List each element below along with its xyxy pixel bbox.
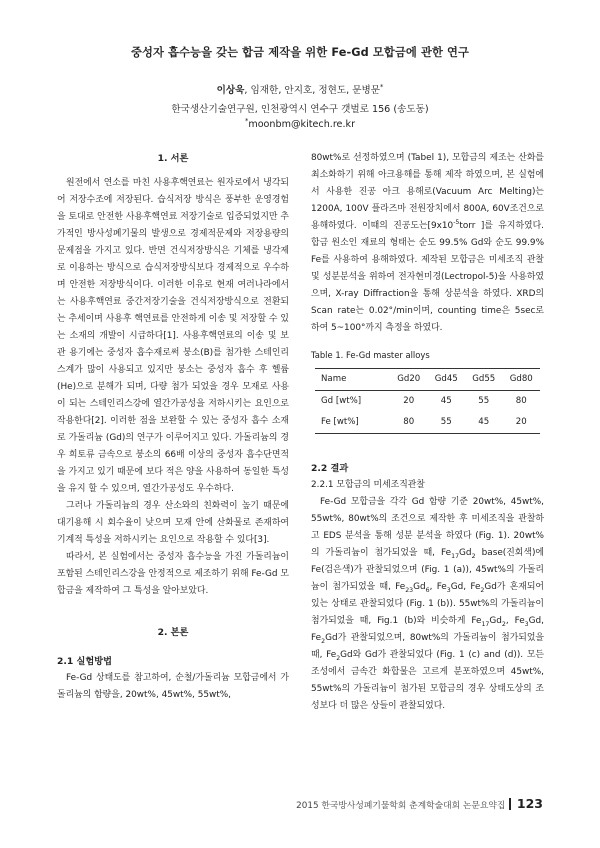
table-header-cell: Gd20 — [397, 374, 421, 384]
table-cell: 45 — [440, 396, 452, 406]
intro-paragraph-3: 따라서, 본 실험에서는 중성자 흡수능을 가진 가돌리늄이 포함된 스테인리스강을 안정적으로 제조하기 위해 Fe-Gd 모합금을 제작하여 그 특성을 알아보았다. — [57, 552, 289, 596]
table-caption: Table 1. Fe-Gd master alloys — [311, 350, 430, 360]
table-header-cell: Name — [321, 374, 347, 384]
table-header-cell: Gd80 — [509, 374, 533, 384]
paper-title: 중성자 흡수능을 갖는 합금 제작을 위한 Fe-Gd 모합금에 관한 연구 — [130, 46, 470, 59]
right-column — [311, 150, 544, 715]
intro-paragraph-1: 원전에서 연소를 마친 사용후핵연료는 원자로에서 냉각되어 저장수조에 저장된다. 습식저장 방식은 풍부한 운영경험을 토대로 안전한 사용후핵연료 저장기술로 입증되었지만 추가적인 방사성폐기물의 발생으로 경제적문제와 저장용량의 문제점을 가지고 있다. 반면 건식저장방식은 기체를 냉각제로 이용하는 방식으로 습식저장방식보다 경제적으로 우수하며 안전한 저장방식이다. 이러한 이유로 현재 여러나라에서는 사용후핵연료 중간저장기술을 건식저장방식으로 전환되는 추세이며 사용후 핵연료를 안전하게 이송 및 저장할 수 있는 소재의 개발이 시급하다[1]. 사용후핵연료의 이송 및 보관 용기에는 중성자 흡수재로써 붕소(B)를 첨가한 스테인리스계가 많이 사용되고 있지만 붕소는 중성자 흡수 후 헬륨 (He)으로 분해가 되며, 다량 첨가 되었을 경우 모재로 사용이 되는 스테인리스강에 열간가공성을 저하시키는 요인으로 작용한다[2]. 이러한 점을 보완할 수 있는 중성자 흡수 소재로 가돌리늄 (Gd)의 연구가 이루어지고 있다. 가돌리늄의 경우 희토류 금속으로 붕소의 66배 이상의 중성자 흡수단면적을 가지고 있기 때문에 보다 적은 양을 사용하여 동일한 특성을 유지 할 수 있으며, 열간가공성도 우수하다. — [57, 178, 289, 494]
method-heading: 2.1 실험방법 — [57, 656, 112, 667]
corresponding-mark: * — [380, 82, 384, 91]
results-subheading: 2.2.1 모합금의 미세조직관찰 — [311, 480, 425, 490]
table-cell: 20 — [403, 396, 415, 406]
table-header-row — [315, 369, 540, 391]
table-cell: Fe [wt%] — [321, 417, 359, 427]
table-header-cell: Gd55 — [472, 374, 496, 384]
table-cell: 80 — [403, 417, 415, 427]
contact-email — [0, 116, 600, 130]
table-row — [315, 391, 540, 413]
table-header-cell: Gd45 — [434, 374, 458, 384]
footer-text: 2015 한국방사성폐기물학회 춘계학술대회 논문요약집 — [296, 801, 506, 811]
email-mark: * — [244, 116, 249, 125]
intro-paragraph-2: 그러나 가돌리늄의 경우 산소와의 친화력이 높기 때문에 대기용해 시 회수율이 낮으며 모재 안에 산화물로 존재하여 기계적 특성을 저하시키는 요인으로 작용할 수 있다[3]. — [57, 501, 289, 545]
email-text: moonbm@kitech.re.kr — [248, 119, 356, 130]
left-column — [57, 148, 289, 704]
table-cell: Gd [wt%] — [321, 396, 362, 406]
table-cell: 20 — [515, 417, 527, 427]
results-heading: 2.2 결과 — [311, 463, 349, 474]
page-number: 123 — [516, 796, 543, 811]
lead-author: 이상욱 — [216, 85, 245, 96]
footer-divider — [509, 798, 511, 810]
affiliation: 한국생산기술연구원, 인천광역시 연수구 갯벌로 156 (송도동) — [171, 104, 429, 115]
intro-heading: 1. 서론 — [157, 153, 189, 164]
table-cell: 55 — [440, 417, 452, 427]
body-heading: 2. 본론 — [157, 627, 189, 638]
table-cell: 45 — [478, 417, 490, 427]
co-authors: , 임재한, 안지호, 정현도, 문병문 — [244, 85, 381, 96]
alloy-table — [315, 368, 540, 434]
table-cell: 55 — [478, 396, 490, 406]
table-row — [315, 412, 540, 434]
results-paragraph: Fe-Gd 모합금을 각각 Gd 함량 기준 20wt%, 45wt%, 55wt%, 80wt%의 조건으로 제작한 후 미세조직을 관찰하고 EDS 분석을 통해 성분 분석을 하였다 (Fig. 1). 20wt%의 가돌리늄이 첨가되었을 때, $Fe_{17}Gd_2$ base(진회색)에 Fe(검은색)가 관찰되었으며 (Fig. 1 (a)), 45wt%의 가돌리늄이 첨가되었을 때, $Fe_{23}Gd_6$, $Fe_3Gd$, $Fe_2Gd$가 혼재되어있는 상태로 관찰되었다 (Fig. 1 (b)). 55wt%의 가돌리늄이 첨가되었을 때, Fig.1 (b)와 비슷하게 $Fe_{17}Gd_2$, $Fe_3Gd$, $Fe_2Gd$가 관찰되었으며, 80wt%의 가돌리늄이 첨가되었을 때, $Fe_2Gd$와 Gd가 관찰되었다 (Fig. 1 (c) and (d)). 모든 조성에서 금속간 화합물은 고르게 분포하였으며 45wt%, 55wt%의 가돌리늄이 첨가된 모합금의 경우 상태도상의 조성보다 더 많은 상들이 관찰되었다. — [311, 497, 544, 711]
method-paragraph-cont: 80wt%로 선정하였으며 (Tabel 1), 모합금의 제조는 산화를 최소화하기 위해 아크용해를 통해 제작 하였으며, 본 실험에서 사용한 진공 아크 용해로(Vacuum Arc Melting)는 1200A, 100V 플라즈마 전원장치에서 800A, 60V조건으로 용해하였다. 이때의 진공도는[$9x10^{-5}torr$ ]를 유지하였다. 합금 원소인 재료의 형태는 순도 99.5% Gd와 순도 99.9% Fe를 사용하여 용해하였다. 제작된 모합금은 미세조직 관찰 및 성분분석을 위하여 전자현미경(Lectropol-5)을 사용하였으며, X-ray Diffraction을 통해 상분석을 하였다. XRD의 Scan rate는 0.02°/min이며, counting time은 5sec로 하여 5~100°까지 측정을 하였다. — [311, 153, 544, 333]
method-paragraph: Fe-Gd 상태도를 참고하여, 순철/가돌리늄 모합금에서 가돌리늄의 함량을, 20wt%, 45wt%, 55wt%, — [57, 673, 289, 700]
table-cell: 80 — [515, 396, 527, 406]
page-footer — [296, 796, 543, 811]
author-list — [0, 82, 600, 96]
